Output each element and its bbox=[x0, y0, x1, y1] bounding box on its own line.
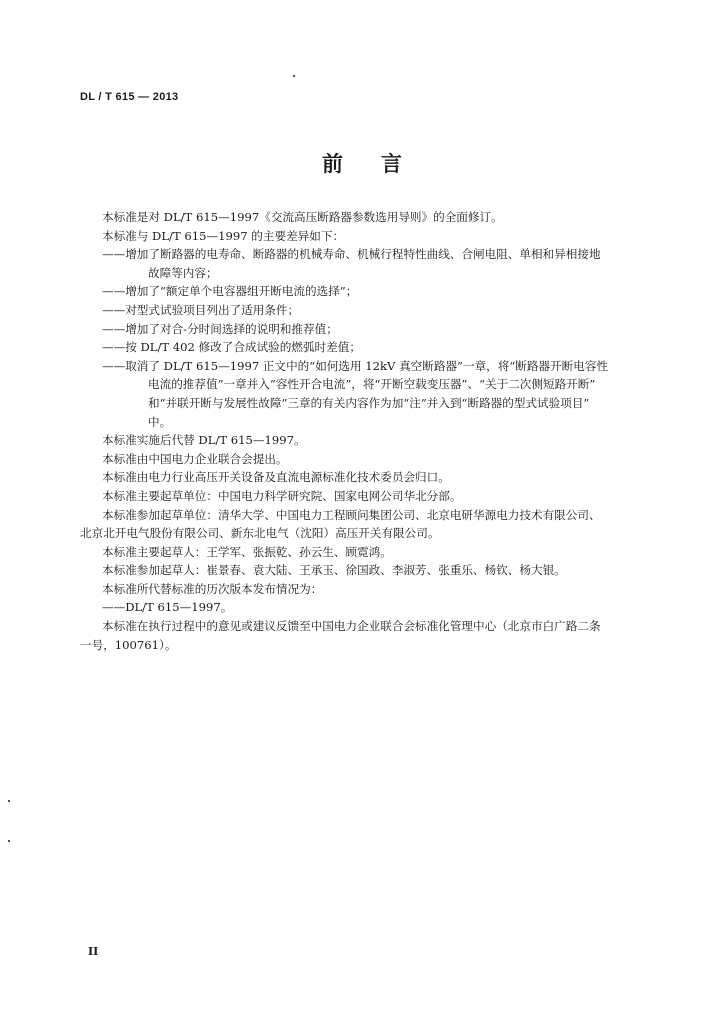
paragraph-committee: 本标准由电力行业高压开关设备及直流电源标准化技术委员会归口。 bbox=[102, 470, 450, 485]
scan-speck bbox=[8, 800, 10, 802]
paragraph-feedback-cont: 一号，100761）。 bbox=[80, 637, 177, 652]
page-number: II bbox=[88, 945, 99, 958]
paragraph-participating-units-cont: 北京北开电气股份有限公司、新东北电气（沈阳）高压开关有限公司。 bbox=[80, 526, 440, 541]
paragraph-proposer: 本标准由中国电力企业联合会提出。 bbox=[102, 451, 288, 466]
list-item-chapter-removal-cont-1: 电流的推荐值”一章并入“容性开合电流”，将“开断空载变压器”、“关于二次侧短路开断” bbox=[148, 377, 596, 392]
list-item-type-test-conditions: ——对型式试验项目列出了适用条件； bbox=[102, 302, 300, 317]
page-title: 前言 bbox=[322, 152, 440, 176]
list-item-chapter-removal-cont-2: 和“并联开断与发展性故障”三章的有关内容作为加“注”并入到“断路器的型式试验项目” bbox=[148, 395, 590, 410]
list-item-close-open-time: ——增加了对合-分时间选择的说明和推荐值； bbox=[102, 321, 338, 336]
scan-speck bbox=[8, 840, 10, 842]
list-item-chapter-removal-cont-3: 中。 bbox=[148, 414, 172, 429]
list-item-synthetic-test: ——按 DL/T 402 修改了合成试验的燃弧时差值； bbox=[102, 340, 361, 355]
list-item-chapter-removal: ——取消了 DL/T 615—1997 正文中的“如何选用 12kV 真空断路器”一章，将“断路器开断电容性 bbox=[102, 358, 609, 373]
list-item-life-characteristics-cont: 故障等内容； bbox=[148, 265, 218, 280]
list-item-life-characteristics: ——增加了断路器的电寿命、断路器的机械寿命、机械行程特性曲线、合闸电阻、单相和异相接地 bbox=[102, 247, 601, 262]
paragraph-version-history-intro: 本标准所代替标准的历次版本发布情况为： bbox=[102, 581, 323, 596]
paragraph-revision-note: 本标准是对 DL/T 615—1997《交流高压断路器参数选用导则》的全面修订。 bbox=[102, 210, 503, 224]
paragraph-main-drafting-units: 本标准主要起草单位：中国电力科学研究院、国家电网公司华北分部。 bbox=[102, 488, 462, 503]
paragraph-differences-intro: 本标准与 DL/T 615—1997 的主要差异如下： bbox=[102, 228, 345, 243]
list-item-capacitor-bank: ——增加了“额定单个电容器组开断电流的选择”； bbox=[102, 284, 358, 299]
paragraph-participating-drafters: 本标准参加起草人：崔景春、袁大陆、王承玉、徐国政、李淑芳、张重乐、杨钦、杨大银。 bbox=[102, 563, 566, 578]
standard-code-header: DL / T 615 — 2013 bbox=[80, 91, 179, 103]
list-item-previous-version: ——DL/T 615—1997。 bbox=[102, 600, 233, 615]
paragraph-participating-units: 本标准参加起草单位：清华大学、中国电力工程顾问集团公司、北京电研华源电力技术有限公司、 bbox=[102, 507, 601, 522]
paragraph-replacement: 本标准实施后代替 DL/T 615—1997。 bbox=[102, 433, 306, 448]
paragraph-main-drafters: 本标准主要起草人：王学军、张振乾、孙云生、顾霓鸿。 bbox=[102, 544, 392, 559]
scan-speck bbox=[293, 75, 295, 77]
paragraph-feedback: 本标准在执行过程中的意见或建议反馈至中国电力企业联合会标准化管理中心（北京市白广路二条 bbox=[102, 619, 601, 634]
foreword-body bbox=[80, 208, 690, 654]
